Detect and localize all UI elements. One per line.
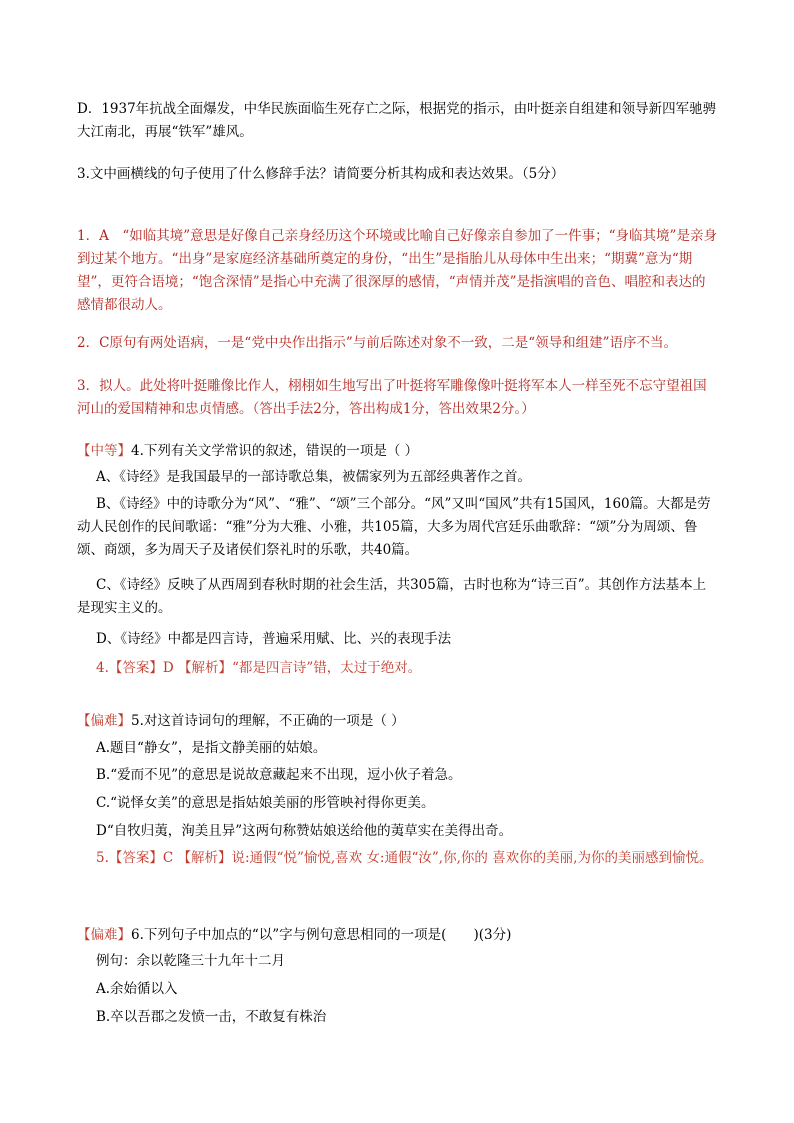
question-4-option-b: B、《诗经》中的诗歌分为“风”、“雅”、“颂”三个部分。“风”又叫“国风”共有15国风，160篇。大都是劳动人民创作的民间歌谣：“雅”分为大雅、小雅，共105篇，大多为周代宫廷乐曲歌辞：“颂”分为周颂、鲁颂、商颂，多为周天子及诸侯们祭礼时的乐歌，共40篇。 [77, 496, 711, 558]
difficulty-tag: 【偏难】 [77, 713, 131, 729]
question-5-option-d: D“自牧归荑，洵美且异”这两句称赞姑娘送给他的荑草实在美得出奇。 [96, 823, 513, 839]
question-5-option-c: C.“说怿女美”的意思是指姑娘美丽的彤管映衬得你更美。 [96, 795, 435, 811]
question-4-text: 4.下列有关文学常识的叙述，错误的一项是（ ） [131, 443, 419, 459]
answer-2: 2．C原句有两处语病，一是“党中央作出指示”与前后陈述对象不一致，二是“领导和组建”语序不当。 [77, 335, 678, 351]
question-6-text: 6.下列句子中加点的“以”字与例句意思相同的一项是( )(3分) [131, 927, 512, 943]
question-5-answer: 5.【答案】C 【解析】说:通假“悦”愉悦,喜欢 女:通假“汝”,你,你的 喜欢你的美丽,为你的美丽感到愉悦。 [96, 850, 713, 866]
difficulty-tag: 【偏难】 [77, 927, 131, 943]
answer-3: 3．拟人。此处将叶挺雕像比作人，栩栩如生地写出了叶挺将军雕像像叶挺将军本人一样至死不忘守望祖国河山的爱国精神和忠贞情感。（答出手法2分，答出构成1分，答出效果2分。） [77, 378, 707, 417]
question-6 [77, 924, 717, 947]
question-4-answer: 4.【答案】D 【解析】“都是四言诗”错，太过于绝对。 [96, 660, 422, 676]
question-5-option-a: A.题目“静女”，是指文静美丽的姑娘。 [96, 740, 327, 756]
question-5-option-b: B.“爱而不见”的意思是说故意藏起来不出现，逗小伙子着急。 [96, 767, 462, 783]
question-4 [77, 440, 717, 463]
question-4-option-d: D、《诗经》中都是四言诗，普遍采用赋、比、兴的表现手法 [96, 631, 452, 647]
question-5 [77, 710, 717, 733]
question-4-option-c: C、《诗经》反映了从西周到春秋时期的社会生活，共305篇，古时也称为“诗三百”。其创作方法基本上是现实主义的。 [77, 577, 707, 616]
question-3: 3.文中画横线的句子使用了什么修辞手法？请简要分析其构成和表达效果。（5分） [77, 166, 565, 182]
option-d-text: D．1937年抗战全面爆发，中华民族面临生死存亡之际，根据党的指示，由叶挺亲自组建和领导新四军驰骋大江南北，再展“铁军”雄风。 [77, 101, 717, 140]
question-6-example: 例句：余以乾隆三十九年十二月 [96, 953, 285, 969]
question-4-option-a: A、《诗经》是我国最早的一部诗歌总集，被儒家列为五部经典著作之首。 [96, 469, 531, 485]
question-6-option-b: B.卒以吾郡之发愤一击，不敢复有株治 [96, 1009, 327, 1025]
answer-1: 1．A “如临其境”意思是好像自己亲身经历这个环境或比喻自己好像亲自参加了一件事；“身临其境”是亲身到过某个地方。“出身”是家庭经济基础所奠定的身份，“出生”是指胎儿从母体中生出来；“期冀”意为“期望”，更符合语境；“饱含深情”是指心中充满了很深厚的感情，“声情并茂”是指演唱的音色、唱腔和表达的感情都很动人。 [77, 228, 717, 313]
difficulty-tag: 【中等】 [77, 443, 131, 459]
question-6-option-a: A.余始循以入 [96, 981, 178, 997]
question-5-text: 5.对这首诗词句的理解，不正确的一项是（ ） [131, 713, 405, 729]
